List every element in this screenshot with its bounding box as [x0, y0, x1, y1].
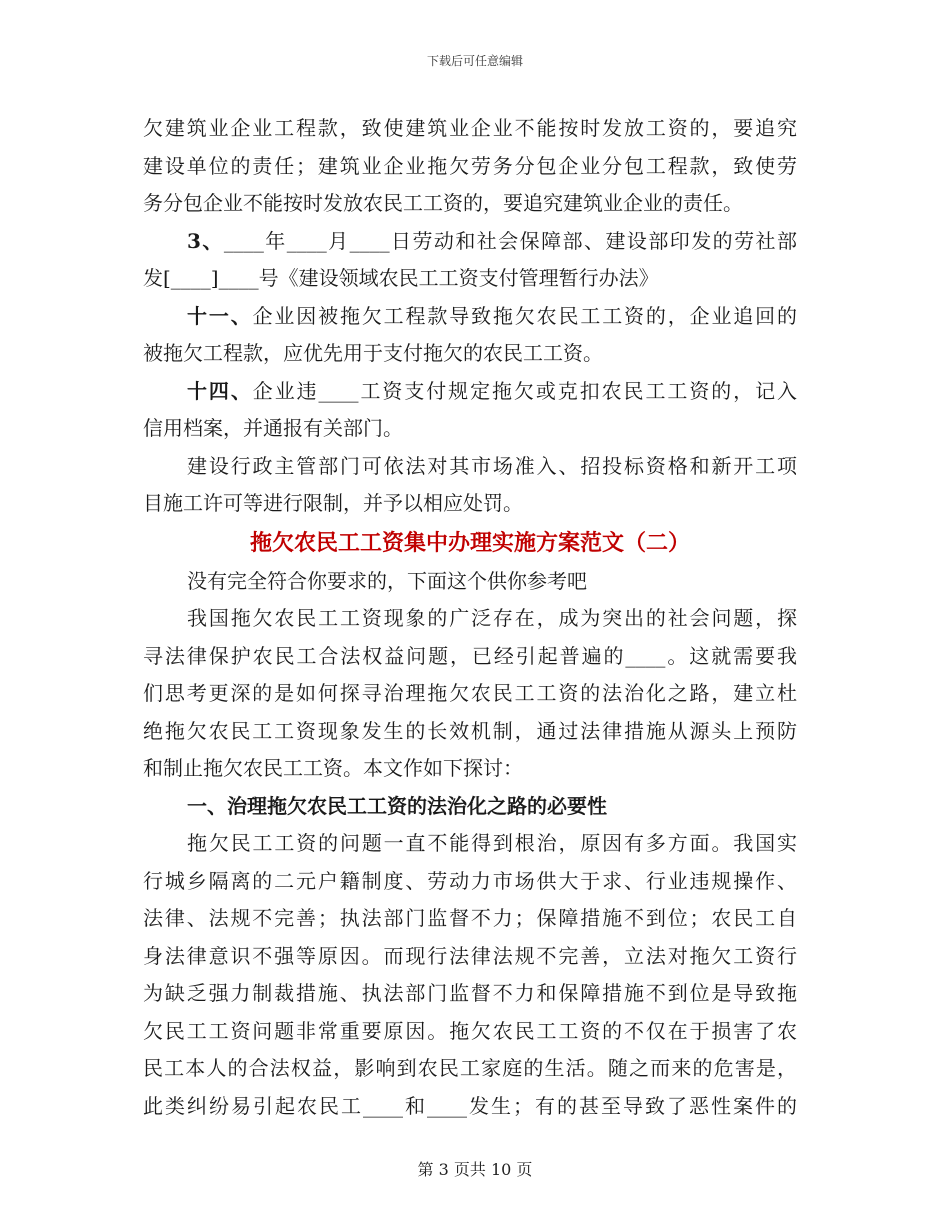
text-line: 拖欠民工工资的问题一直不能得到根治，原因有多方面。我国实: [187, 831, 797, 855]
text-line: 寻法律保护农民工合法权益问题，已经引起普遍的____。这就需要我: [143, 643, 797, 668]
document-body: [143, 110, 797, 1125]
paragraph-6: [143, 563, 797, 601]
text-line: 建设单位的责任；建筑业企业拖欠劳务分包企业分包工程款，致使劳: [143, 153, 797, 178]
text-line: 欠建筑业企业工程款，致使建筑业企业不能按时发放工资的，要追究: [143, 116, 797, 140]
text-line: 此类纠纷易引起农民工____和____发生；有的甚至导致了恶性案件的: [143, 1093, 797, 1118]
section-heading: 一、治理拖欠农民工工资的法治化之路的必要性: [187, 793, 607, 818]
item-number: 3、: [187, 228, 224, 253]
page-number: 第 3 页共 10 页: [417, 1160, 533, 1179]
text-line: 目施工许可等进行限制，并予以相应处罚。: [143, 491, 523, 515]
paragraph-5: [143, 448, 797, 523]
item-number: 十四、: [187, 378, 253, 403]
text-line: 身法律意识不强等原因。而现行法律法规不完善，立法对拖欠工资行: [143, 943, 797, 968]
text-line: 法律、法规不完善；执法部门监督不力；保障措施不到位；农民工自: [143, 906, 797, 930]
text-line: 被拖欠工程款，应优先用于支付拖欠的农民工工资。: [143, 341, 603, 365]
text-line: 和制止拖欠农民工工资。本文作如下探讨：: [143, 756, 523, 780]
text-line: 务分包企业不能按时发放农民工工资的，要追究建筑业企业的责任。: [143, 191, 743, 215]
section-title: 拖欠农民工工资集中办理实施方案范文（二）: [249, 529, 690, 556]
text-line: 建设行政主管部门可依法对其市场准入、招投标资格和新开工项: [187, 453, 797, 478]
text-line: 发[____]____号《建设领域农民工工资支付管理暂行办法》: [143, 266, 659, 290]
paragraph-8: [143, 825, 797, 1125]
paragraph-3: [143, 298, 797, 373]
text-line: 绝拖欠农民工工资现象发生的长效机制，通过法律措施从源头上预防: [143, 718, 797, 743]
page-header: 下载后可任意编辑: [426, 54, 523, 68]
text-line: 十一、企业因被拖欠工程款导致拖欠农民工工资的，企业追回的: [187, 303, 797, 328]
paragraph-4: [143, 373, 797, 448]
paragraph-1: [143, 110, 797, 223]
text-line: 信用档案，并通报有关部门。: [143, 416, 403, 440]
paragraph-2: [143, 223, 797, 298]
text-line: 民工本人的合法权益，影响到农民工家庭的生活。随之而来的危害是，: [143, 1056, 797, 1080]
text-line: 3、____年____月____日劳动和社会保障部、建设部印发的劳社部: [187, 228, 797, 253]
text-line: 十四、企业违____工资支付规定拖欠或克扣农民工工资的，记入: [187, 378, 797, 403]
text-line: 们思考更深的是如何探寻治理拖欠农民工工资的法治化之路，建立杜: [143, 681, 797, 705]
text-line: 行城乡隔离的二元户籍制度、劳动力市场供大于求、行业违规操作、: [143, 868, 797, 893]
item-number: 十一、: [187, 303, 253, 328]
text-line: 为缺乏强力制裁措施、执法部门监督不力和保障措施不到位是导致拖: [143, 981, 797, 1005]
text-line: 欠民工工资问题非常重要原因。拖欠农民工工资的不仅在于损害了农: [143, 1018, 797, 1043]
text-line: 没有完全符合你要求的，下面这个供你参考吧: [187, 568, 587, 593]
text-line: 我国拖欠农民工工资现象的广泛存在，成为突出的社会问题，探: [187, 606, 797, 630]
paragraph-7: [143, 600, 797, 788]
